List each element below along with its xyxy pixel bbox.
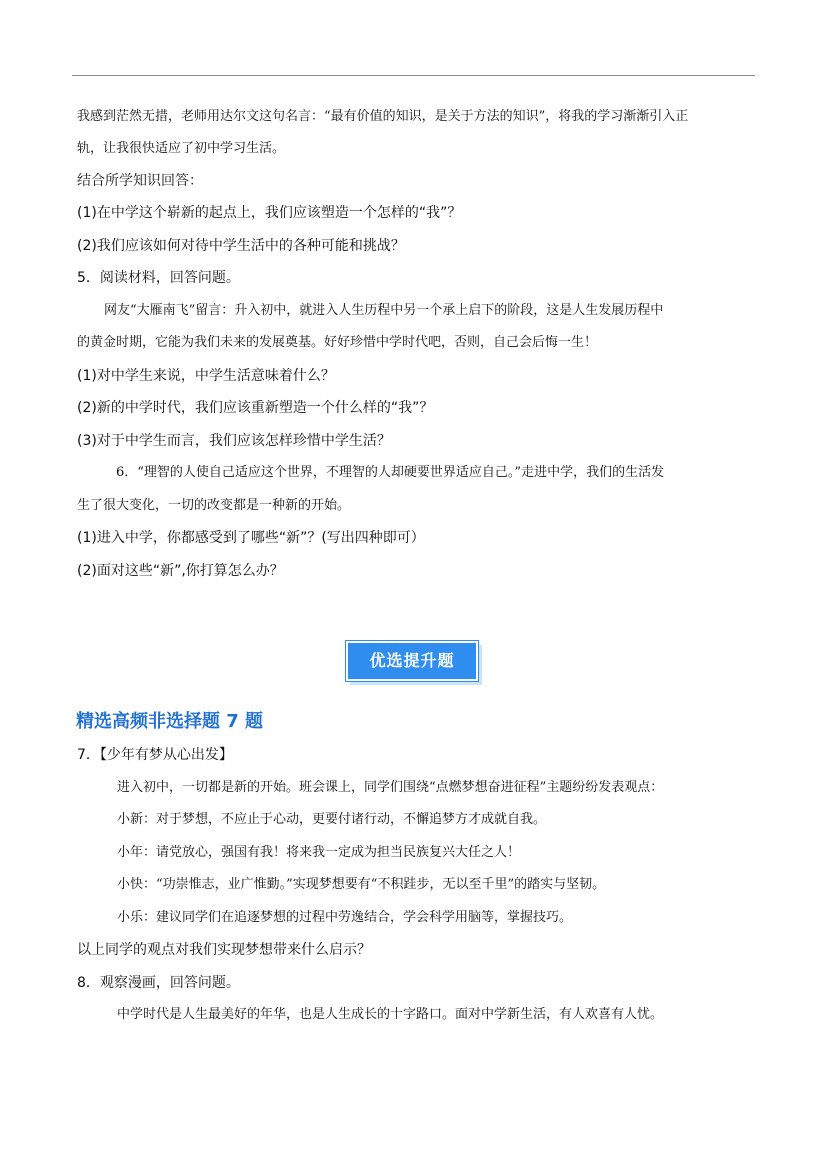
- text-line: 生了很大变化，一切的改变都是一种新的开始。: [77, 498, 351, 513]
- question-item: (2)面对这些“新”,你打算怎么办？: [77, 563, 284, 579]
- question-item: (1)在中学这个崭新的起点上，我们应该塑造一个怎样的“我”？: [77, 205, 462, 221]
- question-heading: 8．观察漫画，回答问题。: [77, 975, 240, 991]
- badge-label: 优选提升题: [346, 641, 478, 681]
- text-line: 小乐：建议同学们在追逐梦想的过程中劳逸结合，学会科学用脑等，掌握技巧。: [117, 910, 573, 925]
- text-line: 小年：请党放心，强国有我！将来我一定成为担当民族复兴大任之人！: [117, 845, 521, 860]
- text-line: 小新：对于梦想，不应止于心动，更要付诸行动，不懈追梦方才成就自我。: [117, 812, 547, 827]
- section-badge: [346, 641, 482, 685]
- question-item: (3)对于中学生而言，我们应该怎样珍惜中学生活？: [77, 433, 391, 449]
- question-item: (1)对中学生来说，中学生活意味着什么？: [77, 368, 335, 384]
- text-line: 的黄金时期，它能为我们未来的发展奠基。好好珍惜中学时代吧，否则，自己会后悔一生！: [77, 335, 598, 350]
- text-line: 小快：“功崇惟志，业广惟勤。”实现梦想要有“不积跬步，无以至千里”的踏实与坚韧。: [117, 877, 606, 892]
- question-heading: 5．阅读材料，回答问题。: [77, 270, 240, 286]
- question-item: (1)进入中学，你都感受到了哪些“新”？(写出四种即可）: [77, 530, 425, 546]
- text-line: 中学时代是人生最美好的年华，也是人生成长的十字路口。面对中学新生活，有人欢喜有人忧。: [117, 1007, 664, 1022]
- section-title: 精选高频非选择题 7 题: [76, 711, 264, 732]
- text-line: 我感到茫然无措，老师用达尔文这句名言：“最有价值的知识，是关于方法的知识”，将我的学习渐渐引入正: [77, 109, 689, 124]
- text-line: 网友“大雁南飞”留言：升入初中，就进入人生历程中另一个承上启下的阶段，这是人生发展历程中: [104, 303, 664, 318]
- question-item: 以上同学的观点对我们实现梦想带来什么启示？: [77, 942, 371, 958]
- question-heading: 7．【少年有梦从心出发】: [77, 747, 233, 763]
- question-item: (2)我们应该如何对待中学生活中的各种可能和挑战？: [77, 238, 405, 254]
- question-item: (2)新的中学时代，我们应该重新塑造一个什么样的“我”？: [77, 400, 434, 416]
- text-line: 进入初中，一切都是新的开始。班会课上，同学们围绕“点燃梦想奋进征程”主题纷纷发表观点：: [117, 780, 664, 795]
- question-heading: 6．“理智的人使自己适应这个世界，不理智的人却硬要世界适应自己。”走进中学，我们的生活发: [116, 465, 665, 480]
- text-line: 轨，让我很快适应了初中学习生活。: [77, 141, 286, 156]
- header-rule: [72, 75, 755, 76]
- text-line: 结合所学知识回答：: [77, 173, 203, 189]
